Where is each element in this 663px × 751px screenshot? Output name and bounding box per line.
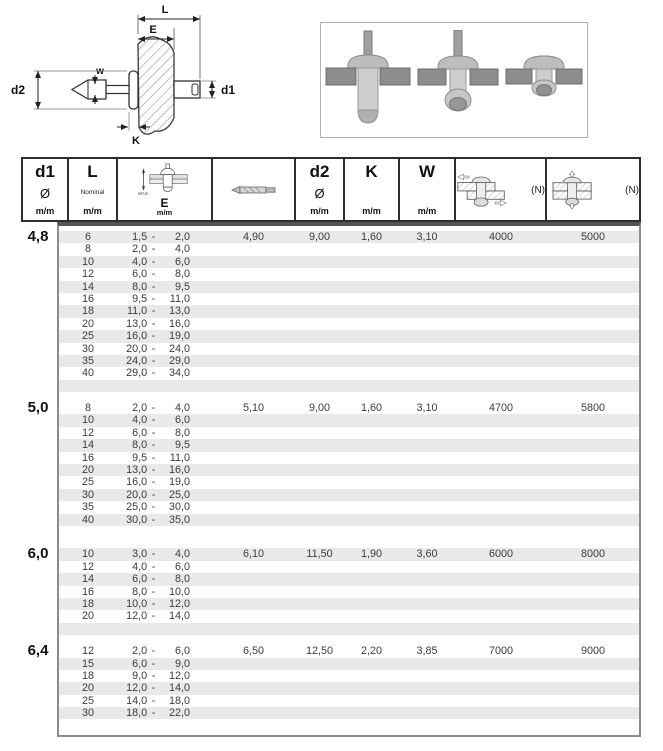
table-row [59, 293, 639, 305]
L-value: 10 [81, 548, 94, 561]
grip-from-value: 9,5 [132, 451, 148, 464]
dim-label-d2: d2 [10, 83, 26, 97]
grip-range-dash: - [151, 501, 156, 514]
col-header-E [118, 159, 213, 221]
grip-to-value: 4,0 [174, 402, 190, 415]
grip-range-dash: - [151, 560, 156, 573]
L-value: 18 [81, 669, 94, 682]
grip-range-cell [117, 268, 212, 280]
grip-range-dash: - [151, 231, 156, 243]
grip-range-dash: - [151, 573, 156, 586]
d2-value: 9,00 [308, 231, 330, 243]
grip-range-cell [117, 707, 212, 719]
grip-from-value: 6,0 [132, 268, 148, 281]
col-header-d2 [296, 159, 345, 221]
grip-from-value: 14,0 [126, 694, 148, 707]
L-value: 12 [81, 560, 94, 573]
grip-to-value: 9,5 [174, 439, 190, 452]
grip-to-value: 34,0 [168, 367, 190, 380]
L-value: 10 [81, 255, 94, 268]
rivet-pulling-icon [415, 30, 501, 130]
grip-from-value: 1,5 [132, 231, 148, 243]
grip-range-cell [117, 561, 212, 573]
rivet-dimension-drawing [0, 0, 280, 152]
table-row [59, 645, 639, 657]
grip-range-dash: - [151, 402, 156, 415]
grip-from-value: 4,0 [132, 560, 148, 573]
table-row [59, 501, 639, 513]
grip-range-cell [117, 645, 212, 657]
table-row [59, 548, 639, 560]
grip-from-value: 20,0 [126, 488, 148, 501]
L-value: 20 [81, 464, 94, 477]
col-header-d1 [23, 159, 69, 221]
table-row [59, 367, 639, 379]
L-value: 15 [81, 657, 94, 670]
grip-from-value: 2,0 [132, 645, 148, 658]
L-unit: m/m [83, 206, 102, 217]
grip-range-dash: - [151, 597, 156, 610]
grip-range-dash: - [151, 669, 156, 682]
grip-to-value: 2,0 [174, 231, 190, 243]
shear-strength-value: 6000 [488, 548, 514, 561]
L-value: 35 [81, 501, 94, 514]
grip-to-value: 22,0 [168, 707, 190, 720]
L-value: 20 [81, 682, 94, 695]
L-value: 18 [81, 597, 94, 610]
spec-table-body [21, 222, 641, 737]
table-row [59, 514, 639, 526]
L-value: 6 [84, 231, 91, 243]
grip-range-dash: - [151, 317, 156, 330]
grip-from-value: 25,0 [126, 501, 148, 514]
E-max-label: MAX. [137, 191, 149, 197]
grip-from-value: 6,0 [132, 573, 148, 586]
dim-label-E: E [149, 24, 157, 36]
K-value: 2,20 [360, 645, 382, 658]
table-row [59, 452, 639, 464]
size-group-4,8 [27, 228, 639, 392]
grip-to-value: 4,0 [174, 243, 190, 256]
table-row [59, 330, 639, 342]
W-value: 3,10 [416, 231, 438, 243]
group-gap [59, 635, 639, 645]
table-row [59, 610, 639, 622]
dim-label-L: L [161, 4, 169, 16]
dim-label-d1: d1 [220, 83, 236, 97]
grip-range-cell [117, 318, 212, 330]
table-row [59, 231, 639, 243]
grip-range-dash: - [151, 513, 156, 526]
table-row [59, 695, 639, 707]
grip-from-value: 29,0 [126, 367, 148, 380]
grip-to-value: 30,0 [168, 501, 190, 514]
mandrel-stem [106, 86, 129, 94]
L-value: 10 [81, 414, 94, 427]
grip-range-dash: - [151, 682, 156, 695]
size-group-6,4 [27, 642, 639, 732]
table-row [59, 707, 639, 719]
dim-label-K: K [132, 135, 140, 147]
grip-range-dash: - [151, 548, 156, 561]
L-value: 14 [81, 280, 94, 293]
L-value: 30 [81, 707, 94, 720]
grip-from-value: 6,0 [132, 657, 148, 670]
empty-row [59, 526, 639, 538]
grip-range-dash: - [151, 657, 156, 670]
d2-value: 12,50 [305, 645, 334, 658]
W-value: 3,85 [416, 645, 438, 658]
grip-range-dash: - [151, 414, 156, 427]
grip-range-cell [117, 476, 212, 488]
grip-from-value: 2,0 [132, 402, 148, 415]
grip-range-cell [117, 231, 212, 243]
table-row [59, 476, 639, 488]
col-header-drill [213, 159, 296, 221]
L-value: 12 [81, 645, 94, 658]
table-row [59, 489, 639, 501]
grip-range-cell [117, 670, 212, 682]
d1-size-label: 6,0 [27, 545, 49, 563]
table-row [59, 598, 639, 610]
table-row [59, 318, 639, 330]
grip-range-dash: - [151, 330, 156, 343]
grip-from-value: 8,0 [132, 585, 148, 598]
shear-strength-icon [456, 170, 508, 210]
K-value: 1,60 [360, 231, 382, 243]
rivet-body-end [192, 84, 198, 95]
E-title: E [160, 196, 169, 210]
table-row [59, 355, 639, 367]
grip-range-cell [117, 514, 212, 526]
grip-to-value: 13,0 [168, 305, 190, 318]
material-section [138, 37, 174, 134]
grip-range-dash: - [151, 268, 156, 281]
grip-from-value: 9,0 [132, 669, 148, 682]
drill-diameter-value: 6,10 [242, 548, 264, 561]
tensile-newton-label: (N) [625, 184, 639, 196]
grip-range-dash: - [151, 464, 156, 477]
grip-range-dash: - [151, 342, 156, 355]
grip-to-value: 19,0 [168, 330, 190, 343]
grip-to-value: 8,0 [174, 573, 190, 586]
dim-label-W: w [96, 66, 104, 77]
grip-to-value: 9,0 [174, 657, 190, 670]
grip-range-dash: - [151, 610, 156, 623]
table-row [59, 414, 639, 426]
d1-diameter-symbol: Ø [39, 186, 51, 202]
L-value: 16 [81, 585, 94, 598]
grip-range-dash: - [151, 280, 156, 293]
L-value: 40 [81, 513, 94, 526]
d2-value: 11,50 [306, 548, 333, 561]
spec-inner-table [27, 222, 641, 737]
grip-to-value: 6,0 [174, 645, 190, 658]
grip-to-value: 8,0 [174, 426, 190, 439]
grip-range-dash: - [151, 439, 156, 452]
grip-to-value: 25,0 [168, 488, 190, 501]
d2-unit: m/m [310, 206, 329, 217]
shear-strength-value: 7000 [488, 645, 514, 658]
L-value: 16 [81, 292, 94, 305]
grip-range-dash: - [151, 292, 156, 305]
shear-strength-value: 4700 [488, 402, 514, 415]
installation-stages-panel [320, 22, 588, 138]
grip-range-dash: - [151, 305, 156, 318]
drill-diameter-value: 4,90 [242, 231, 264, 243]
table-row [59, 561, 639, 573]
empty-row [59, 623, 639, 635]
K-unit: m/m [362, 206, 381, 217]
empty-row [59, 380, 639, 392]
L-value: 12 [81, 426, 94, 439]
grip-range-dash: - [151, 255, 156, 268]
grip-range-dash: - [151, 488, 156, 501]
grip-to-value: 18,0 [168, 694, 190, 707]
table-row [59, 256, 639, 268]
grip-range-dash: - [151, 451, 156, 464]
rivet-set-icon [505, 44, 583, 116]
grip-to-value: 14,0 [168, 682, 190, 695]
grip-from-value: 8,0 [132, 439, 148, 452]
grip-range-dash: - [151, 707, 156, 720]
table-row [59, 305, 639, 317]
grip-range-cell [117, 573, 212, 585]
d1-size-label: 4,8 [27, 228, 49, 245]
L-value: 30 [81, 488, 94, 501]
table-row [59, 586, 639, 598]
table-row [59, 281, 639, 293]
group-gap [59, 392, 639, 402]
table-row [59, 243, 639, 255]
grip-range-cell [117, 501, 212, 513]
grip-range-cell [117, 695, 212, 707]
group-gap [59, 538, 639, 548]
d1-unit: m/m [35, 206, 55, 217]
grip-range-dash: - [151, 243, 156, 256]
grip-from-value: 12,0 [126, 682, 148, 695]
grip-range-cell [117, 355, 212, 367]
L-value: 18 [81, 305, 94, 318]
grip-range-cell [117, 464, 212, 476]
grip-range-cell [117, 439, 212, 451]
grip-from-value: 13,0 [126, 317, 148, 330]
grip-range-cell [117, 414, 212, 426]
rivet-head [129, 71, 138, 109]
mandrel-head [72, 80, 106, 99]
grip-range-cell [117, 243, 212, 255]
table-row [59, 682, 639, 694]
grip-to-value: 6,0 [174, 560, 190, 573]
drill-diameter-value: 5,10 [242, 402, 264, 415]
grip-from-value: 13,0 [126, 464, 148, 477]
table-row [59, 658, 639, 670]
d2-diameter-symbol: Ø [314, 186, 325, 202]
grip-from-value: 11,0 [126, 305, 148, 318]
spec-table-header [21, 157, 641, 222]
grip-range-icon [135, 163, 195, 197]
grip-to-value: 29,0 [168, 354, 190, 367]
grip-from-value: 12,0 [126, 610, 148, 623]
col-header-L [69, 159, 118, 221]
grip-range-cell [117, 281, 212, 293]
table-row [59, 343, 639, 355]
grip-range-cell [117, 305, 212, 317]
shear-newton-label: (N) [531, 184, 545, 196]
W-unit: m/m [417, 206, 437, 217]
col-header-tensile [547, 159, 639, 221]
grip-to-value: 6,0 [174, 414, 190, 427]
grip-range-cell [117, 489, 212, 501]
drill-bit-icon [231, 184, 277, 196]
grip-from-value: 8,0 [132, 280, 148, 293]
grip-from-value: 16,0 [126, 330, 148, 343]
tensile-strength-icon [547, 170, 599, 210]
L-value: 30 [81, 342, 94, 355]
tensile-strength-value: 9000 [580, 645, 606, 658]
size-group-5,0 [27, 399, 639, 538]
K-value: 1,60 [360, 402, 382, 415]
grip-from-value: 9,5 [132, 292, 148, 305]
d1-title: d1 [35, 162, 55, 181]
rivet-inserted-icon [325, 30, 411, 130]
tensile-strength-value: 8000 [580, 548, 606, 561]
grip-range-cell [117, 598, 212, 610]
K-title: K [365, 162, 378, 181]
table-row [59, 439, 639, 451]
grip-range-cell [117, 256, 212, 268]
grip-to-value: 4,0 [174, 548, 190, 561]
d2-value: 9,00 [308, 402, 330, 415]
grip-range-cell [117, 610, 212, 622]
empty-row [59, 719, 639, 731]
grip-range-cell [117, 293, 212, 305]
grip-from-value: 2,0 [132, 243, 148, 256]
L-value: 25 [81, 330, 94, 343]
grip-range-cell [117, 367, 212, 379]
shear-strength-value: 4000 [488, 231, 514, 243]
grip-to-value: 11,0 [169, 292, 190, 305]
E-unit: m/m [156, 208, 173, 217]
grip-to-value: 16,0 [168, 464, 190, 477]
L-value: 40 [81, 367, 94, 380]
grip-from-value: 6,0 [132, 426, 148, 439]
grip-range-cell [117, 402, 212, 414]
grip-range-cell [117, 330, 212, 342]
L-title: L [87, 162, 98, 181]
L-value: 12 [81, 268, 94, 281]
L-value: 20 [81, 610, 94, 623]
grip-from-value: 10,0 [126, 597, 148, 610]
W-value: 3,60 [416, 548, 438, 561]
grip-from-value: 30,0 [126, 513, 148, 526]
grip-range-dash: - [151, 645, 156, 658]
grip-to-value: 8,0 [174, 268, 190, 281]
grip-from-value: 4,0 [132, 414, 148, 427]
grip-range-dash: - [151, 354, 156, 367]
L-value: 20 [81, 317, 94, 330]
W-title: W [418, 162, 436, 181]
grip-range-cell [117, 452, 212, 464]
grip-to-value: 35,0 [168, 513, 190, 526]
grip-range-dash: - [151, 426, 156, 439]
grip-to-value: 14,0 [168, 610, 190, 623]
grip-range-dash: - [151, 585, 156, 598]
grip-to-value: 12,0 [168, 597, 190, 610]
grip-range-cell [117, 343, 212, 355]
d2-title: d2 [309, 162, 330, 181]
grip-range-dash: - [151, 367, 156, 380]
L-nominal-label: Nominal [80, 189, 105, 197]
grip-from-value: 4,0 [132, 255, 148, 268]
grip-range-cell [117, 682, 212, 694]
grip-to-value: 11,0 [169, 451, 190, 464]
grip-from-value: 20,0 [126, 342, 148, 355]
W-value: 3,10 [416, 402, 438, 415]
L-value: 25 [81, 694, 94, 707]
L-value: 14 [81, 573, 94, 586]
col-header-K [345, 159, 400, 221]
grip-from-value: 24,0 [126, 354, 148, 367]
grip-from-value: 16,0 [126, 476, 148, 489]
grip-from-value: 3,0 [132, 548, 148, 561]
L-value: 16 [81, 451, 94, 464]
grip-to-value: 12,0 [168, 669, 190, 682]
size-group-6,0 [27, 545, 639, 635]
table-row [59, 670, 639, 682]
L-value: 8 [84, 402, 91, 415]
grip-to-value: 6,0 [174, 255, 190, 268]
grip-to-value: 16,0 [168, 317, 190, 330]
grip-range-dash: - [151, 694, 156, 707]
d1-size-label: 5,0 [27, 399, 49, 417]
L-value: 35 [81, 354, 94, 367]
grip-to-value: 10,0 [168, 585, 190, 598]
grip-to-value: 9,5 [174, 280, 190, 293]
tensile-strength-value: 5000 [580, 231, 606, 243]
col-header-W [400, 159, 456, 221]
grip-range-cell [117, 658, 212, 670]
drill-diameter-value: 6,50 [242, 645, 264, 658]
grip-range-cell [117, 548, 212, 560]
table-row [59, 464, 639, 476]
grip-range-dash: - [151, 476, 156, 489]
table-row [59, 402, 639, 414]
grip-to-value: 19,0 [168, 476, 190, 489]
col-header-shear [456, 159, 547, 221]
grip-to-value: 24,0 [168, 342, 190, 355]
L-value: 25 [81, 476, 94, 489]
table-row [59, 268, 639, 280]
grip-from-value: 18,0 [126, 707, 148, 720]
L-value: 8 [84, 243, 91, 256]
table-row [59, 427, 639, 439]
table-row [59, 573, 639, 585]
tensile-strength-value: 5800 [580, 402, 606, 415]
grip-range-cell [117, 427, 212, 439]
L-value: 14 [81, 439, 94, 452]
K-value: 1,90 [360, 548, 382, 561]
grip-range-cell [117, 586, 212, 598]
d1-size-label: 6,4 [27, 642, 49, 660]
